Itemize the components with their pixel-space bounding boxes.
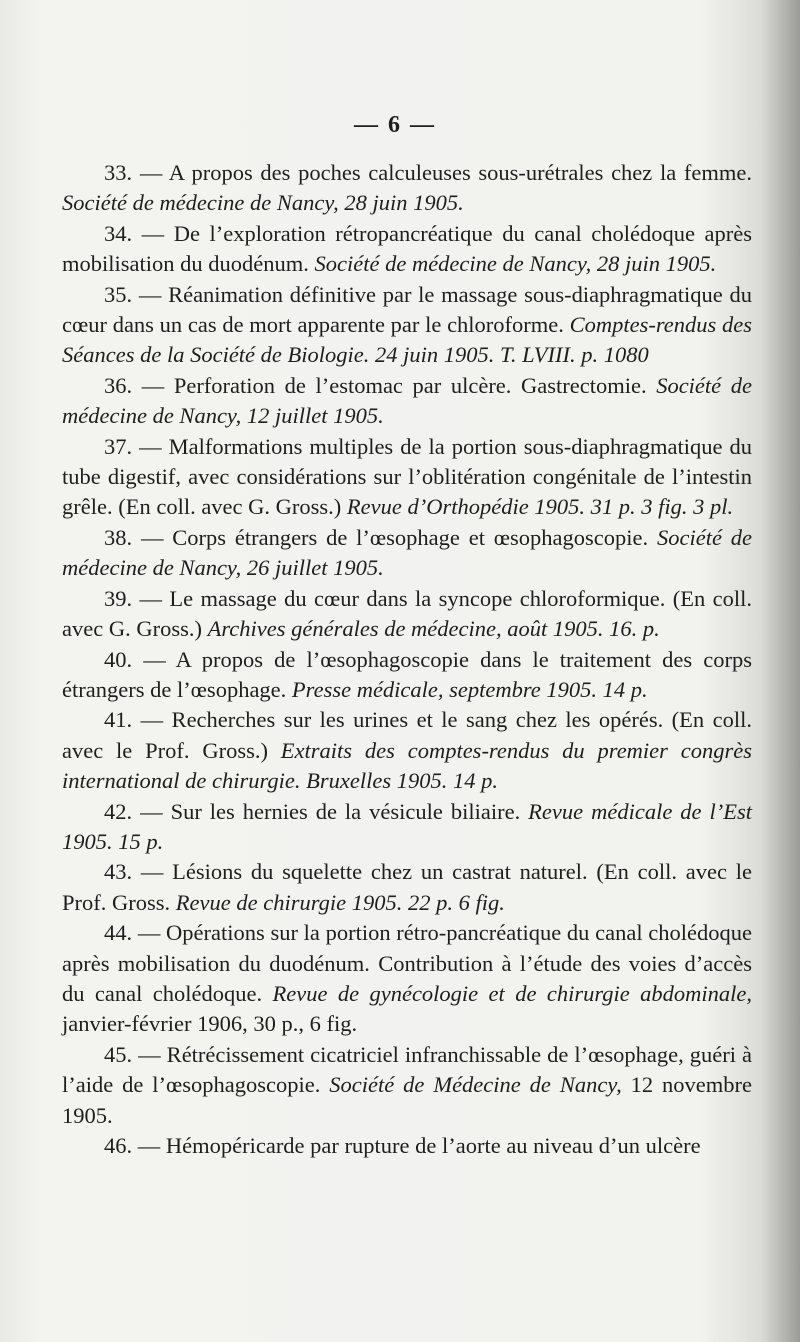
entry-text: — Réanimation définitive par le massage sous-diaphragmatique du cœur dans un cas de mort apparente par le chloroforme. — [62, 281, 752, 338]
entry-number: 40. — [104, 646, 133, 672]
bibliography-list — [62, 158, 752, 1161]
entry-45 — [62, 1040, 752, 1131]
entry-tail: 12 novembre 1905. — [62, 1072, 753, 1128]
entry-text: — Rétrécissement cicatriciel infranchissable de l’œsophage, guéri à l’aide de l’œsophagoscopie. — [62, 1041, 752, 1098]
entry-text: — Hémopéricarde par rupture de l’aorte au niveau d’un ulcère — [132, 1133, 701, 1158]
entry-number: 37. — [104, 433, 133, 459]
entry-source: Extraits des comptes-rendus du premier congrès international de chirurgie. Bruxelles 1905. 14 p. — [62, 737, 752, 794]
entry-number: 34. — [104, 220, 133, 246]
entry-text: — Lésions du squelette chez un castrat naturel. (En coll. avec le Prof. Gross. — [62, 859, 752, 915]
entry-source: Presse médicale, septembre 1905. 14 p. — [291, 676, 648, 702]
entry-35 — [62, 280, 752, 371]
entry-source: Revue médicale de l’Est 1905. 15 p. — [62, 798, 752, 854]
entry-33 — [62, 158, 752, 219]
entry-source: Société de médecine de Nancy, 28 juin 1905. — [314, 251, 717, 277]
entry-number: 35. — [104, 281, 133, 307]
entry-number: 42. — [104, 798, 133, 824]
entry-number: 46. — [104, 1133, 133, 1158]
entry-text: — Corps étrangers de l’œsophage et œsophagoscopie. — [132, 524, 657, 550]
entry-text: — Perforation de l’estomac par ulcère. Gastrectomie. — [132, 372, 657, 398]
entry-text: — A propos de l’œsophagoscopie dans le traitement des corps étrangers de l’œsophage. — [62, 646, 752, 702]
entry-source: Revue d’Orthopédie 1905. 31 p. 3 fig. 3 pl. — [346, 494, 734, 520]
entry-37 — [62, 432, 752, 523]
entry-source: Société de Médecine de Nancy, — [329, 1072, 622, 1098]
entry-text: — Recherches sur les urines et le sang chez les opérés. (En coll. avec le Prof. Gross.) — [62, 707, 752, 763]
entry-number: 44. — [104, 920, 133, 946]
entry-source: Archives générales de médecine, août 1905. 16. p. — [207, 616, 660, 642]
entry-number: 36. — [104, 372, 133, 398]
entry-source: Comptes-rendus des Séances de la Société de Biologie. 24 juin 1905. T. LVIII. p. 1080 — [62, 312, 752, 368]
entry-number: 41. — [104, 707, 133, 733]
entry-44 — [62, 918, 752, 1040]
entry-number: 39. — [104, 585, 133, 611]
entry-text: — A propos des poches calculeuses sous-urétrales chez la femme. — [132, 160, 752, 185]
page-number: — 6 — — [354, 112, 436, 138]
entry-number: 43. — [104, 859, 133, 885]
entry-tail: janvier-février 1906, 30 p., 6 fig. — [62, 1011, 358, 1037]
entry-text: — Malformations multiples de la portion sous-diaphragmatique du tube digestif, avec considérations sur l’oblitération congénitale de l’intestin grêle. (En coll. avec G. Gross.) — [62, 433, 752, 520]
entry-41 — [62, 705, 752, 796]
entry-text: — Sur les hernies de la vésicule biliaire. — [132, 798, 529, 824]
entry-39 — [62, 584, 752, 645]
entry-38 — [62, 523, 752, 584]
entry-source: Revue de chirurgie 1905. 22 p. 6 fig. — [175, 889, 505, 915]
entry-source: Société de médecine de Nancy, 12 juillet 1905. — [62, 372, 752, 429]
entry-number: 38. — [104, 524, 133, 550]
entry-source: Société de médecine de Nancy, 28 juin 1905. — [62, 190, 464, 216]
entry-number: 33. — [104, 160, 133, 185]
entry-source: Société de médecine de Nancy, 26 juillet 1905. — [62, 524, 752, 581]
entry-text: — De l’exploration rétropancréatique du canal cholédoque après mobilisation du duodénum. — [62, 220, 752, 277]
entry-text: — Opérations sur la portion rétro-pancréatique du canal cholédoque après mobilisation du duodénum. Contribution à l’étude des voies d’accès du canal cholédoque. — [62, 920, 752, 1006]
entry-34 — [62, 219, 752, 280]
entry-43 — [62, 857, 752, 918]
entry-number: 45. — [104, 1041, 133, 1067]
entry-source: Revue de gynécologie et de chirurgie abdominale, — [272, 980, 752, 1006]
entry-36 — [62, 371, 752, 432]
entry-42 — [62, 797, 752, 858]
entry-text: — Le massage du cœur dans la syncope chloroformique. (En coll. avec G. Gross.) — [62, 585, 752, 642]
entry-46 — [62, 1131, 752, 1161]
entry-40 — [62, 645, 752, 706]
